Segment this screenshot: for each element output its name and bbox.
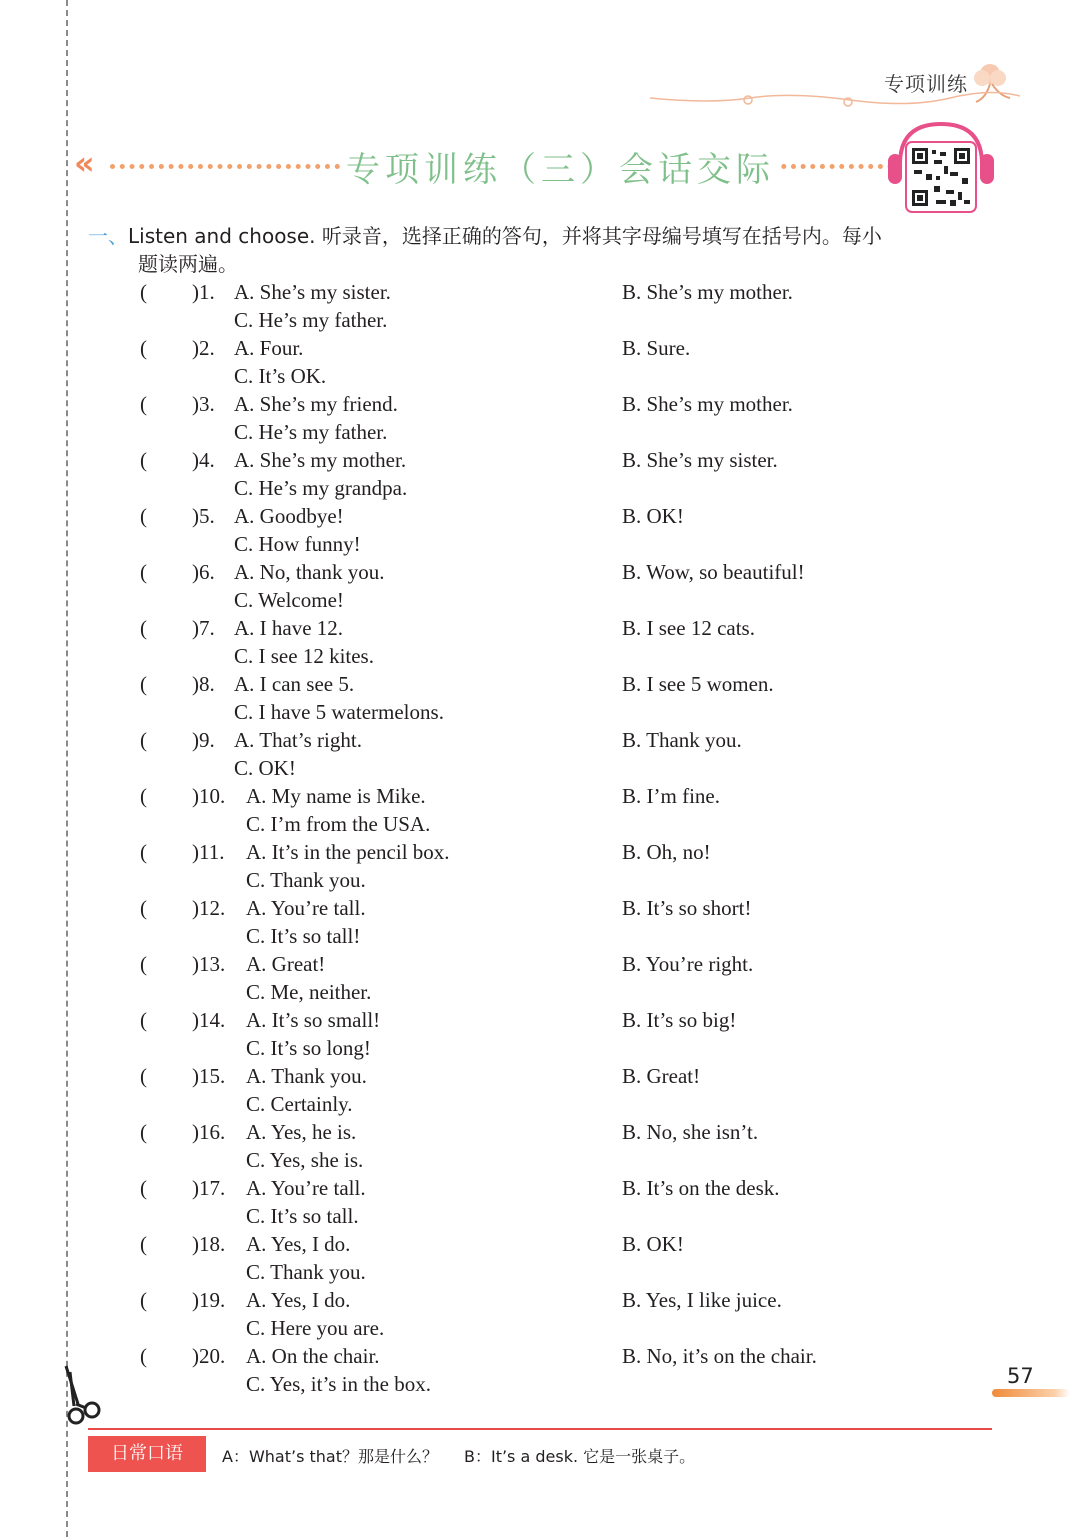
footer-tag: 日常口语 bbox=[88, 1436, 206, 1472]
question-number: )15. bbox=[192, 1064, 226, 1088]
answer-bracket[interactable]: ( bbox=[140, 1344, 147, 1368]
option-c: C. I’m from the USA. bbox=[246, 812, 431, 836]
option-a: A. She’s my mother. bbox=[234, 448, 407, 472]
option-b: B. Great! bbox=[622, 1064, 701, 1088]
footer-dialog bbox=[222, 1444, 695, 1467]
option-c: C. It’s OK. bbox=[234, 364, 327, 388]
option-a: A. No, thank you. bbox=[234, 560, 385, 584]
answer-bracket[interactable]: ( bbox=[140, 1288, 147, 1312]
answer-bracket[interactable]: ( bbox=[140, 560, 147, 584]
option-a: A. She’s my sister. bbox=[234, 280, 391, 304]
answer-bracket[interactable]: ( bbox=[140, 1232, 147, 1256]
question-number: )16. bbox=[192, 1120, 226, 1144]
footer-dialog-a: A：What’s that？那是什么？ bbox=[222, 1447, 438, 1466]
answer-bracket[interactable]: ( bbox=[140, 336, 147, 360]
instruction-line-2: 题读两遍。 bbox=[138, 252, 238, 276]
double-chevron-left-icon: « bbox=[74, 144, 95, 182]
option-c: C. Me, neither. bbox=[246, 980, 372, 1004]
question-row bbox=[0, 448, 1080, 504]
option-b: B. No, it’s on the chair. bbox=[622, 1344, 817, 1368]
question-row bbox=[0, 1120, 1080, 1176]
question-number: )18. bbox=[192, 1232, 226, 1256]
option-b: B. It’s on the desk. bbox=[622, 1176, 780, 1200]
page-title: 专项训练（三）会话交际 bbox=[342, 142, 779, 191]
option-a: A. Goodbye! bbox=[234, 504, 344, 528]
option-b: B. She’s my mother. bbox=[622, 280, 793, 304]
answer-bracket[interactable]: ( bbox=[140, 952, 147, 976]
option-b: B. I’m fine. bbox=[622, 784, 720, 808]
option-a: A. It’s so small! bbox=[246, 1008, 381, 1032]
question-row bbox=[0, 1064, 1080, 1120]
answer-bracket[interactable]: ( bbox=[140, 896, 147, 920]
option-a: A. Yes, he is. bbox=[246, 1120, 357, 1144]
answer-bracket[interactable]: ( bbox=[140, 784, 147, 808]
option-b: B. Thank you. bbox=[622, 728, 742, 752]
footer-divider bbox=[88, 1428, 992, 1430]
question-number: )19. bbox=[192, 1288, 226, 1312]
title-banner bbox=[74, 136, 884, 196]
option-b: B. I see 5 women. bbox=[622, 672, 774, 696]
question-number: )9. bbox=[192, 728, 215, 752]
option-c: C. He’s my father. bbox=[234, 308, 388, 332]
instruction-line-1: Listen and choose. 听录音，选择正确的答句，并将其字母编号填写在括号内。每小 bbox=[128, 224, 882, 248]
option-a: A. I have 12. bbox=[234, 616, 344, 640]
question-row bbox=[0, 1008, 1080, 1064]
answer-bracket[interactable]: ( bbox=[140, 1120, 147, 1144]
option-b: B. She’s my sister. bbox=[622, 448, 778, 472]
option-a: A. Thank you. bbox=[246, 1064, 367, 1088]
answer-bracket[interactable]: ( bbox=[140, 280, 147, 304]
option-c: C. Thank you. bbox=[246, 1260, 366, 1284]
option-b: B. It’s so big! bbox=[622, 1008, 737, 1032]
option-a: A. On the chair. bbox=[246, 1344, 380, 1368]
question-row bbox=[0, 1232, 1080, 1288]
question-row bbox=[0, 336, 1080, 392]
option-a: A. She’s my friend. bbox=[234, 392, 398, 416]
option-b: B. It’s so short! bbox=[622, 896, 752, 920]
question-number: )13. bbox=[192, 952, 226, 976]
question-row bbox=[0, 560, 1080, 616]
answer-bracket[interactable]: ( bbox=[140, 616, 147, 640]
question-list bbox=[0, 280, 1080, 1400]
question-number: )6. bbox=[192, 560, 215, 584]
option-a: A. It’s in the pencil box. bbox=[246, 840, 450, 864]
question-number: )4. bbox=[192, 448, 215, 472]
question-number: )20. bbox=[192, 1344, 226, 1368]
option-a: A. That’s right. bbox=[234, 728, 362, 752]
answer-bracket[interactable]: ( bbox=[140, 504, 147, 528]
option-a: A. You’re tall. bbox=[246, 896, 366, 920]
answer-bracket[interactable]: ( bbox=[140, 392, 147, 416]
decorative-vine bbox=[650, 90, 1020, 110]
question-number: )5. bbox=[192, 504, 215, 528]
option-c: C. It’s so tall. bbox=[246, 1204, 359, 1228]
page-number: 57 bbox=[1007, 1364, 1034, 1388]
question-number: )2. bbox=[192, 336, 215, 360]
option-c: C. OK! bbox=[234, 756, 296, 780]
question-number: )8. bbox=[192, 672, 215, 696]
option-c: C. Yes, it’s in the box. bbox=[246, 1372, 431, 1396]
option-a: A. I can see 5. bbox=[234, 672, 355, 696]
option-a: A. You’re tall. bbox=[246, 1176, 366, 1200]
option-c: C. He’s my grandpa. bbox=[234, 476, 408, 500]
question-row bbox=[0, 504, 1080, 560]
question-number: )17. bbox=[192, 1176, 226, 1200]
question-number: )1. bbox=[192, 280, 215, 304]
footer-dialog-b: B：It’s a desk. 它是一张桌子。 bbox=[464, 1447, 696, 1466]
answer-bracket[interactable]: ( bbox=[140, 448, 147, 472]
option-c: C. How funny! bbox=[234, 532, 361, 556]
option-c: C. Here you are. bbox=[246, 1316, 385, 1340]
option-c: C. Certainly. bbox=[246, 1092, 353, 1116]
option-b: B. No, she isn’t. bbox=[622, 1120, 759, 1144]
question-row bbox=[0, 1288, 1080, 1344]
option-c: C. Welcome! bbox=[234, 588, 344, 612]
option-a: A. Four. bbox=[234, 336, 304, 360]
question-number: )10. bbox=[192, 784, 226, 808]
page-number-bar bbox=[992, 1389, 1070, 1397]
question-row bbox=[0, 392, 1080, 448]
option-a: A. Yes, I do. bbox=[246, 1288, 351, 1312]
question-row bbox=[0, 1176, 1080, 1232]
question-row bbox=[0, 672, 1080, 728]
answer-bracket[interactable]: ( bbox=[140, 1008, 147, 1032]
option-b: B. She’s my mother. bbox=[622, 392, 793, 416]
question-number: )7. bbox=[192, 616, 215, 640]
question-row bbox=[0, 616, 1080, 672]
question-number: )11. bbox=[192, 840, 225, 864]
answer-bracket[interactable]: ( bbox=[140, 728, 147, 752]
option-b: B. I see 12 cats. bbox=[622, 616, 755, 640]
option-c: C. It’s so long! bbox=[246, 1036, 371, 1060]
option-c: C. He’s my father. bbox=[234, 420, 388, 444]
option-b: B. Sure. bbox=[622, 336, 691, 360]
option-a: A. Great! bbox=[246, 952, 326, 976]
option-c: C. It’s so tall! bbox=[246, 924, 361, 948]
question-number: )14. bbox=[192, 1008, 226, 1032]
question-row bbox=[0, 280, 1080, 336]
section-label: 专项训练 bbox=[884, 72, 968, 96]
question-number: )3. bbox=[192, 392, 215, 416]
question-number: )12. bbox=[192, 896, 226, 920]
answer-bracket[interactable]: ( bbox=[140, 1176, 147, 1200]
question-row bbox=[0, 840, 1080, 896]
title-divider-left bbox=[110, 164, 340, 169]
answer-bracket[interactable]: ( bbox=[140, 672, 147, 696]
option-b: B. OK! bbox=[622, 504, 684, 528]
section-number: 一、 bbox=[88, 224, 128, 248]
option-b: B. Yes, I like juice. bbox=[622, 1288, 782, 1312]
instruction bbox=[88, 222, 1003, 278]
question-row bbox=[0, 784, 1080, 840]
option-b: B. You’re right. bbox=[622, 952, 754, 976]
option-a: A. Yes, I do. bbox=[246, 1232, 351, 1256]
question-row bbox=[0, 952, 1080, 1008]
question-row bbox=[0, 896, 1080, 952]
option-b: B. OK! bbox=[622, 1232, 684, 1256]
option-c: C. Yes, she is. bbox=[246, 1148, 364, 1172]
option-b: B. Oh, no! bbox=[622, 840, 711, 864]
option-b: B. Wow, so beautiful! bbox=[622, 560, 805, 584]
question-row bbox=[0, 1344, 1080, 1400]
option-c: C. Thank you. bbox=[246, 868, 366, 892]
answer-bracket[interactable]: ( bbox=[140, 840, 147, 864]
option-c: C. I see 12 kites. bbox=[234, 644, 374, 668]
question-row bbox=[0, 728, 1080, 784]
qr-code-icon[interactable] bbox=[886, 120, 996, 216]
option-c: C. I have 5 watermelons. bbox=[234, 700, 444, 724]
answer-bracket[interactable]: ( bbox=[140, 1064, 147, 1088]
option-a: A. My name is Mike. bbox=[246, 784, 426, 808]
